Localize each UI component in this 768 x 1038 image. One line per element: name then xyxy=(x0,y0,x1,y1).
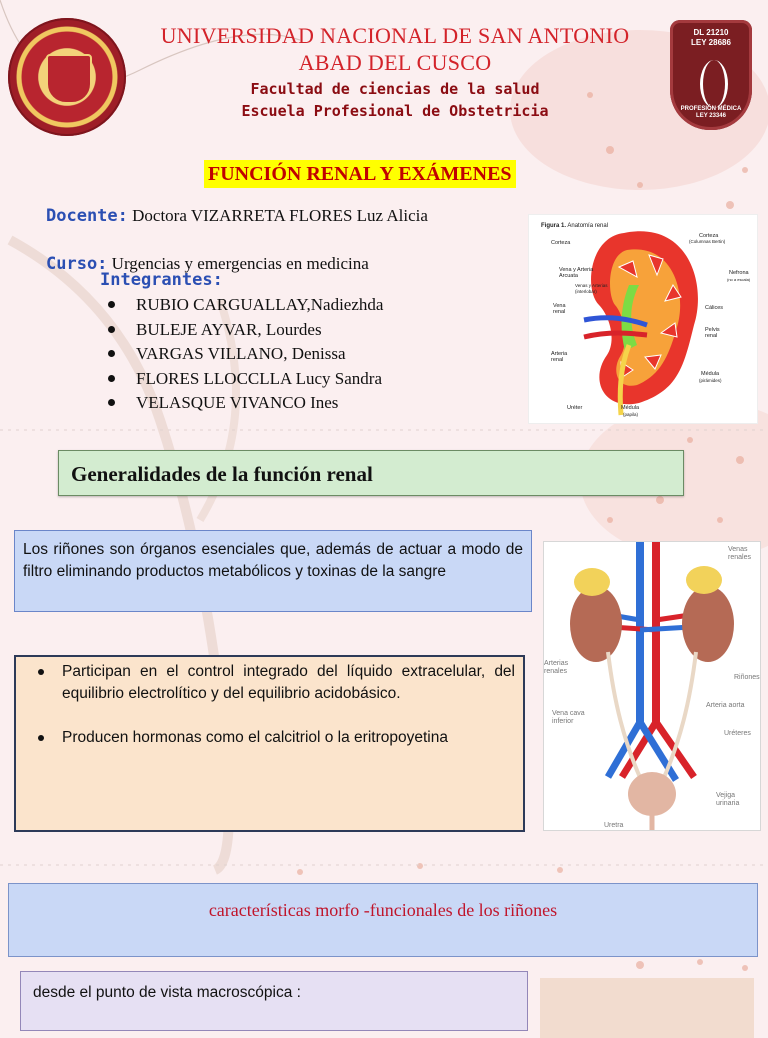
docente-value: Doctora VIZARRETA FLORES Luz Alicia xyxy=(127,206,428,225)
badge-text-line2: LEY 28686 xyxy=(691,38,731,47)
label-uretra: Uretra xyxy=(604,822,624,829)
members-list xyxy=(108,293,383,416)
functions-box xyxy=(14,655,525,832)
label-papila: (papila) xyxy=(623,412,639,417)
school-name: Escuela Profesional de Obstetricia xyxy=(241,102,549,120)
label-rinones: Riñones xyxy=(734,674,760,681)
label-nefrona-sub: (no a escala) xyxy=(727,277,751,282)
anatomy-photo xyxy=(540,978,754,1038)
label-arteria-renal: Arteria renal xyxy=(551,351,568,363)
integrantes-label: Integrantes: xyxy=(100,270,223,290)
label-venas-renales: Venas renales xyxy=(728,546,751,561)
docente-label: Docente: xyxy=(46,206,128,226)
label-columnas: (Columnas Bertin) xyxy=(689,239,726,244)
list-item: RUBIO CARGUALLAY,Nadiezhda xyxy=(108,293,383,318)
list-item: FLORES LLOCCLLA Lucy Sandra xyxy=(108,367,383,392)
label-vena-renal: Vena renal xyxy=(553,303,566,315)
list-item: VARGAS VILLANO, Denissa xyxy=(108,342,383,367)
label-vejiga: Vejiga urinaria xyxy=(716,792,740,807)
curso-value: Urgencias y emergencias en medicina xyxy=(107,254,369,273)
label-nefrona: Nefrona xyxy=(729,270,749,276)
intro-text-box: Los riñones son órganos esenciales que, además de actuar a modo de filtro eliminando productos metabólicos y toxinas de la sangre xyxy=(14,530,532,612)
figure1-caption: Figura 1. Anatomía renal xyxy=(541,223,609,229)
page-title: FUNCIÓN RENAL Y EXÁMENES xyxy=(204,160,516,188)
badge-text-bottom2: LEY 23346 xyxy=(696,113,726,119)
faculty-block xyxy=(180,78,610,122)
section-generalidades: Generalidades de la función renal xyxy=(58,450,684,496)
label-ureteres: Uréteres xyxy=(724,730,751,737)
list-item: Participan en el control integrado del líquido extracelular, del equilibrio electrolítico y del equilibrio acidobásico. xyxy=(24,661,515,705)
label-interlobular: Venas y Arterias (interlobar) xyxy=(575,283,608,294)
label-ureter: Uréter xyxy=(567,405,583,411)
badge-text-bottom: PROFESIÓN MÉDICA xyxy=(680,106,742,112)
label-pelvis: Pelvis renal xyxy=(705,327,720,339)
curso-label: Curso: xyxy=(46,254,108,274)
list-item: VELASQUE VIVANCO Ines xyxy=(108,391,383,416)
macro-text-box: desde el punto de vista macroscópica : xyxy=(20,971,528,1031)
label-vena-arteria: Vena y Arteria Arcuata xyxy=(559,267,594,279)
label-corteza-right: Corteza xyxy=(699,233,719,239)
label-medula-sub: (pirámides) xyxy=(699,378,722,383)
list-item: Producen hormonas como el calcitriol o la eritropoyetina xyxy=(24,727,515,749)
list-item: BULEJE AYVAR, Lourdes xyxy=(108,318,383,343)
label-arteria-aorta: Arteria aorta xyxy=(706,702,745,709)
label-medula-papila: Médula xyxy=(621,405,640,411)
section-caracteristicas: características morfo -funcionales de los riñones xyxy=(8,883,758,957)
obstetras-badge-icon xyxy=(670,20,752,130)
docente-line xyxy=(46,204,466,228)
faculty-name: Facultad de ciencias de la salud xyxy=(250,80,540,98)
badge-text-top: DL 21210 xyxy=(693,28,729,37)
label-calices: Cálices xyxy=(705,305,724,311)
label-arterias-renales: Arterias renales xyxy=(544,660,569,675)
label-corteza-left: Corteza xyxy=(551,240,571,246)
label-vena-cava: Vena cava inferior xyxy=(552,710,585,725)
university-name: UNIVERSIDAD NACIONAL DE SAN ANTONIO ABAD DEL CUSCO xyxy=(160,23,630,75)
urinary-system-figure xyxy=(543,541,761,831)
label-medula: Médula xyxy=(701,371,720,377)
kidney-anatomy-figure xyxy=(528,214,758,424)
university-seal-icon xyxy=(8,18,126,136)
